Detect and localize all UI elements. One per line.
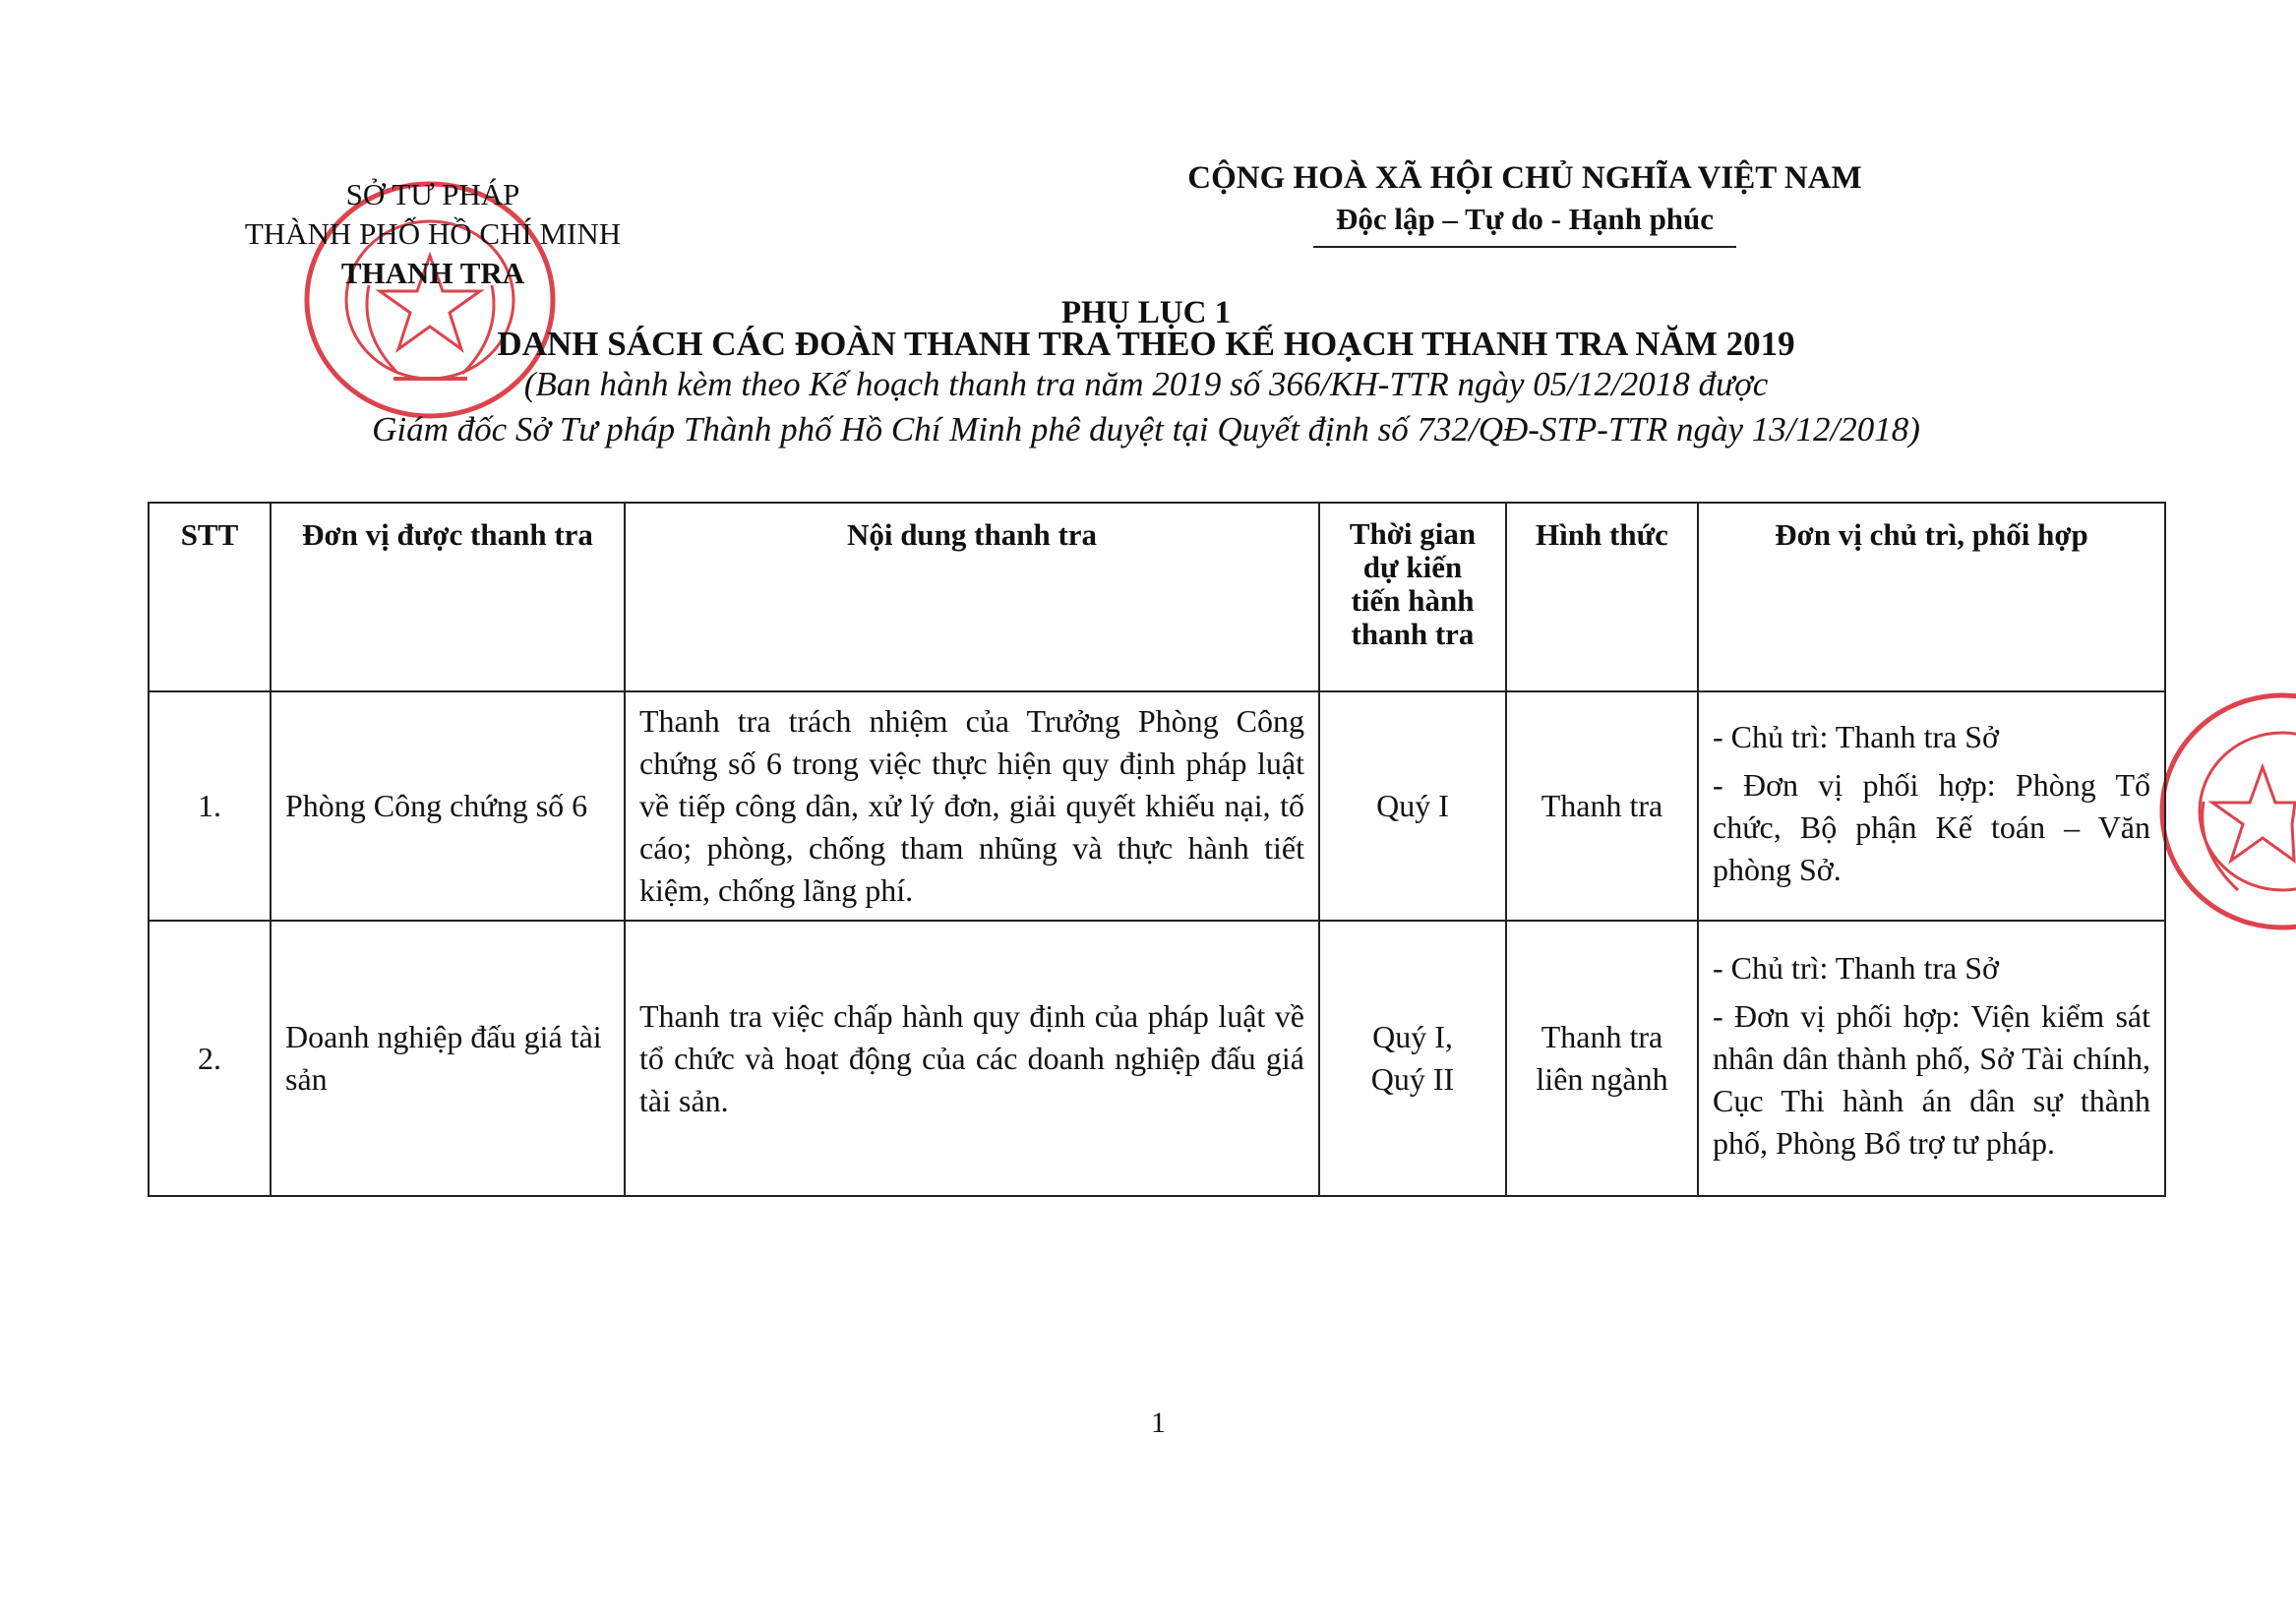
org-line-3: THANH TRA [340,256,525,290]
subtitle-line-1: (Ban hành kèm theo Kế hoạch thanh tra năm 2019 số 366/KH-TTR ngày 05/12/2018 được [523,365,1769,403]
page-number: 1 [1151,1406,1166,1439]
header-content: Nội dung thanh tra [625,503,1319,691]
header-time-line: thanh tra [1351,617,1475,651]
row-time-line: Quý I, [1372,1019,1453,1054]
org-line-2: THÀNH PHỐ HỒ CHÍ MINH [244,216,622,251]
row-time-line: Quý II [1370,1061,1455,1097]
header-coordination: Đơn vị chủ trì, phối hợp [1698,503,2165,691]
appendix-title: PHỤ LỤC 1 [1060,295,1232,330]
row-form-line: Thanh tra [1541,1019,1663,1054]
row-unit: Doanh nghiệp đấu giá tài sản [271,921,625,1196]
row-time-line: Quý I [1376,788,1449,823]
header-time [1319,503,1506,691]
national-header [1131,157,1918,240]
document-subtitle [256,362,2036,452]
lead-unit: - Chủ trì: Thanh tra Sở [1713,718,1999,754]
partner-units: - Đơn vị phối hợp: Phòng Tổ chức, Bộ phận Kế toán – Văn phòng Sở. [1713,766,2150,887]
table-header-row [149,503,2165,691]
state-seal-icon [2154,688,2296,939]
table-row [149,691,2165,921]
row-coordination [1698,921,2165,1196]
row-time [1319,921,1506,1196]
header-divider [1313,246,1736,248]
row-stt: 2. [149,921,271,1196]
lead-unit: - Chủ trì: Thanh tra Sở [1713,949,1999,986]
row-form [1506,691,1698,921]
row-form [1506,921,1698,1196]
row-content: Thanh tra việc chấp hành quy định của pháp luật về tổ chức và hoạt động của các doanh nghiệp đấu giá tài sản. [625,921,1319,1196]
table-row [149,921,2165,1196]
header-time-line: tiến hành [1351,583,1475,618]
nation-name: CỘNG HOÀ XÃ HỘI CHỦ NGHĨA VIỆT NAM [1187,160,1862,196]
inspection-table [148,502,2166,1197]
header-form: Hình thức [1506,503,1698,691]
row-time [1319,691,1506,921]
header-time-line: dự kiến [1362,550,1463,584]
subtitle-line-2: Giám đốc Sở Tư pháp Thành phố Hồ Chí Minh phê duyệt tại Quyết định số 732/QĐ-STP-TTR ngày 13/12/2018) [372,410,1920,449]
row-content: Thanh tra trách nhiệm của Trưởng Phòng Công chứng số 6 trong việc thực hiện quy định pháp luật về tiếp công dân, xử lý đơn, giải quyết khiếu nại, tố cáo; phòng, chống tham nhũng và thực hành tiết kiệm, chống lãng phí. [625,691,1319,921]
partner-units: - Đơn vị phối hợp: Viện kiểm sát nhân dân thành phố, Sở Tài chính, Cục Thi hành án dân sự thành phố, Phòng Bổ trợ tư pháp. [1713,997,2150,1161]
header-stt: STT [149,503,271,691]
header-time-line: Thời gian [1349,516,1477,551]
row-stt: 1. [149,691,271,921]
header-unit: Đơn vị được thanh tra [271,503,625,691]
org-line-1: SỞ TƯ PHÁP [345,177,520,211]
nation-motto: Độc lập – Tự do - Hạnh phúc [1335,202,1715,236]
row-unit: Phòng Công chứng số 6 [271,691,625,921]
row-form-line: Thanh tra [1541,788,1663,823]
issuing-organization [197,175,669,293]
row-form-line: liên ngành [1536,1061,1668,1097]
row-coordination [1698,691,2165,921]
document-title: DANH SÁCH CÁC ĐOÀN THANH TRA THEO KẾ HOẠCH THANH TRA NĂM 2019 [497,325,1795,363]
